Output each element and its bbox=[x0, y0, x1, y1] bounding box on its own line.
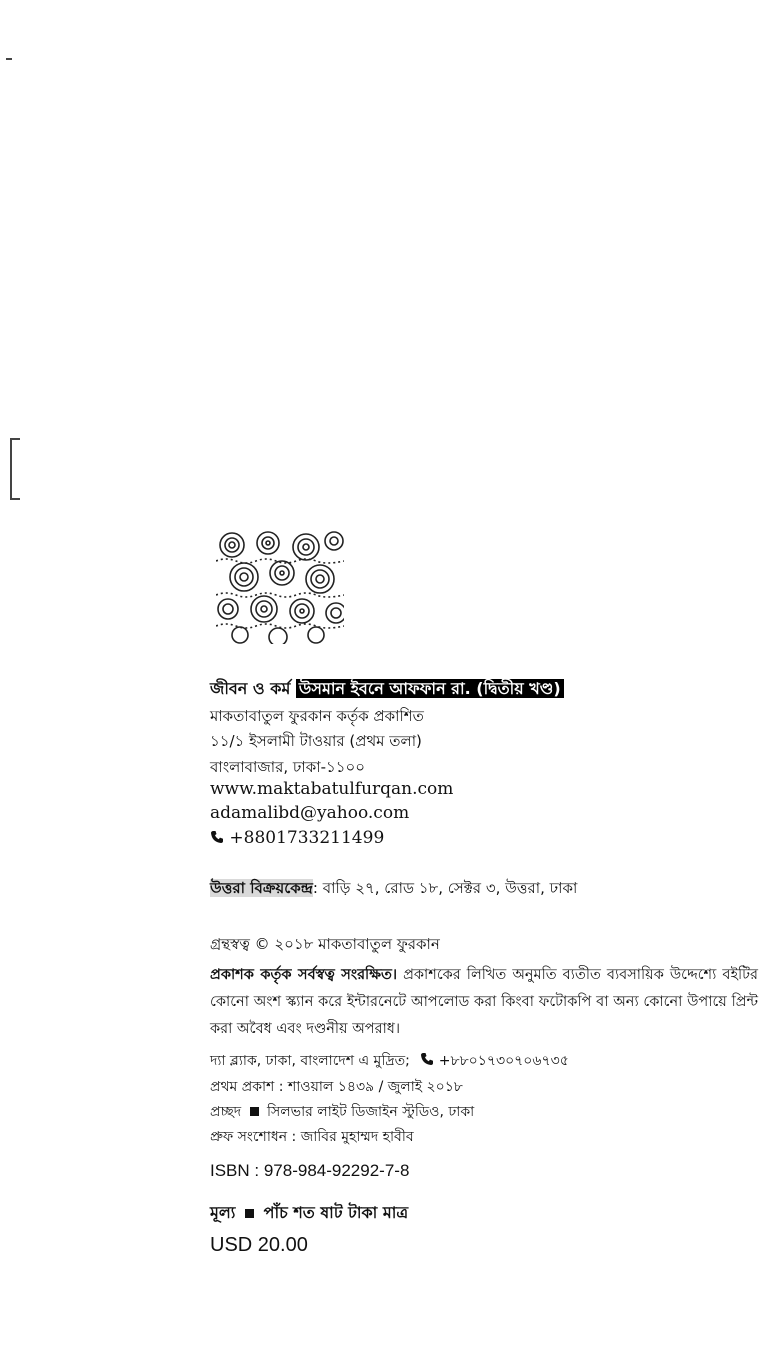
price-label: মূল্য bbox=[210, 1203, 236, 1222]
book-title bbox=[210, 676, 564, 703]
outlet-line bbox=[210, 877, 577, 902]
cover-label: প্রচ্ছদ bbox=[210, 1104, 242, 1120]
cover-line bbox=[210, 1100, 474, 1124]
price-bn: পাঁচ শত ষাট টাকা মাত্র bbox=[263, 1203, 409, 1222]
copyright-line: গ্রন্থস্বত্ব © ২০১৮ মাকতাবাতুল ফুরকান bbox=[210, 935, 440, 953]
title-highlight: উসমান ইবনে আফফান রা. (দ্বিতীয় খণ্ড) bbox=[296, 679, 564, 698]
square-bullet-icon bbox=[250, 1107, 259, 1116]
publisher-logo bbox=[216, 529, 344, 644]
isbn: ISBN : 978-984-92292-7-8 bbox=[210, 1161, 410, 1180]
notice-text: প্রকাশকের লিখিত অনুমতি ব্যতীত ব্যবসায়িক উদ্দেশ্যে বইটির কোনো অংশ স্ক্যান করে ইন্টারনেটে আপলোড করা কিংবা ফটোকপি বা অন্য কোনো উপায়ে প্রিন্ট করা অবৈধ এবং দণ্ডনীয় অপরাধ। bbox=[210, 967, 759, 1037]
outlet-address: : বাড়ি ২৭, রোড ১৮, সেক্টর ৩, উত্তরা, ঢাকা bbox=[312, 879, 578, 897]
address-line-2: বাংলাবাজার, ঢাকা-১১০০ bbox=[210, 758, 365, 776]
copyright-notice bbox=[210, 962, 758, 1043]
first-edition: প্রথম প্রকাশ : শাওয়াল ১৪৩৯ / জুলাই ২০১৮ bbox=[210, 1079, 463, 1095]
printer: দ্যা ব্ল্যাক, ঢাকা, বাংলাদেশ এ মুদ্রিত; bbox=[210, 1053, 410, 1069]
scan-speck bbox=[6, 58, 12, 60]
square-bullet-icon bbox=[245, 1209, 254, 1218]
website-link[interactable]: www.maktabatulfurqan.com bbox=[210, 779, 454, 799]
scan-bracket-bottom bbox=[10, 498, 20, 500]
proof-line: প্রুফ সংশোধন : জাবির মুহাম্মদ হাবীব bbox=[210, 1129, 414, 1145]
address-line-1: ১১/১ ইসলামী টাওয়ার (প্রথম তলা) bbox=[210, 732, 422, 750]
phone-number: +8801733211499 bbox=[229, 828, 385, 848]
phone-line bbox=[210, 828, 384, 848]
cover-designer: সিলভার লাইট ডিজাইন স্টুডিও, ঢাকা bbox=[266, 1104, 475, 1120]
price-usd: USD 20.00 bbox=[210, 1234, 308, 1256]
title-prefix: জীবন ও কর্ম bbox=[210, 679, 291, 698]
printer-phone: +৮৮০১৭৩০৭০৬৭৩৫ bbox=[438, 1053, 569, 1069]
outlet-label: উত্তরা বিক্রয়কেন্দ্র bbox=[210, 879, 313, 897]
email-link[interactable]: adamalibd@yahoo.com bbox=[210, 803, 410, 823]
published-by: মাকতাবাতুল ফুরকান কর্তৃক প্রকাশিত bbox=[210, 707, 424, 725]
phone-icon bbox=[420, 1052, 434, 1066]
scan-bracket-artifact bbox=[10, 438, 12, 500]
printer-line bbox=[210, 1049, 569, 1073]
scan-bracket-top bbox=[10, 438, 20, 440]
phone-icon bbox=[210, 829, 224, 843]
notice-bold: প্রকাশক কর্তৃক সর্বস্বত্ব সংরক্ষিত। bbox=[210, 967, 398, 983]
price-line bbox=[210, 1200, 408, 1227]
